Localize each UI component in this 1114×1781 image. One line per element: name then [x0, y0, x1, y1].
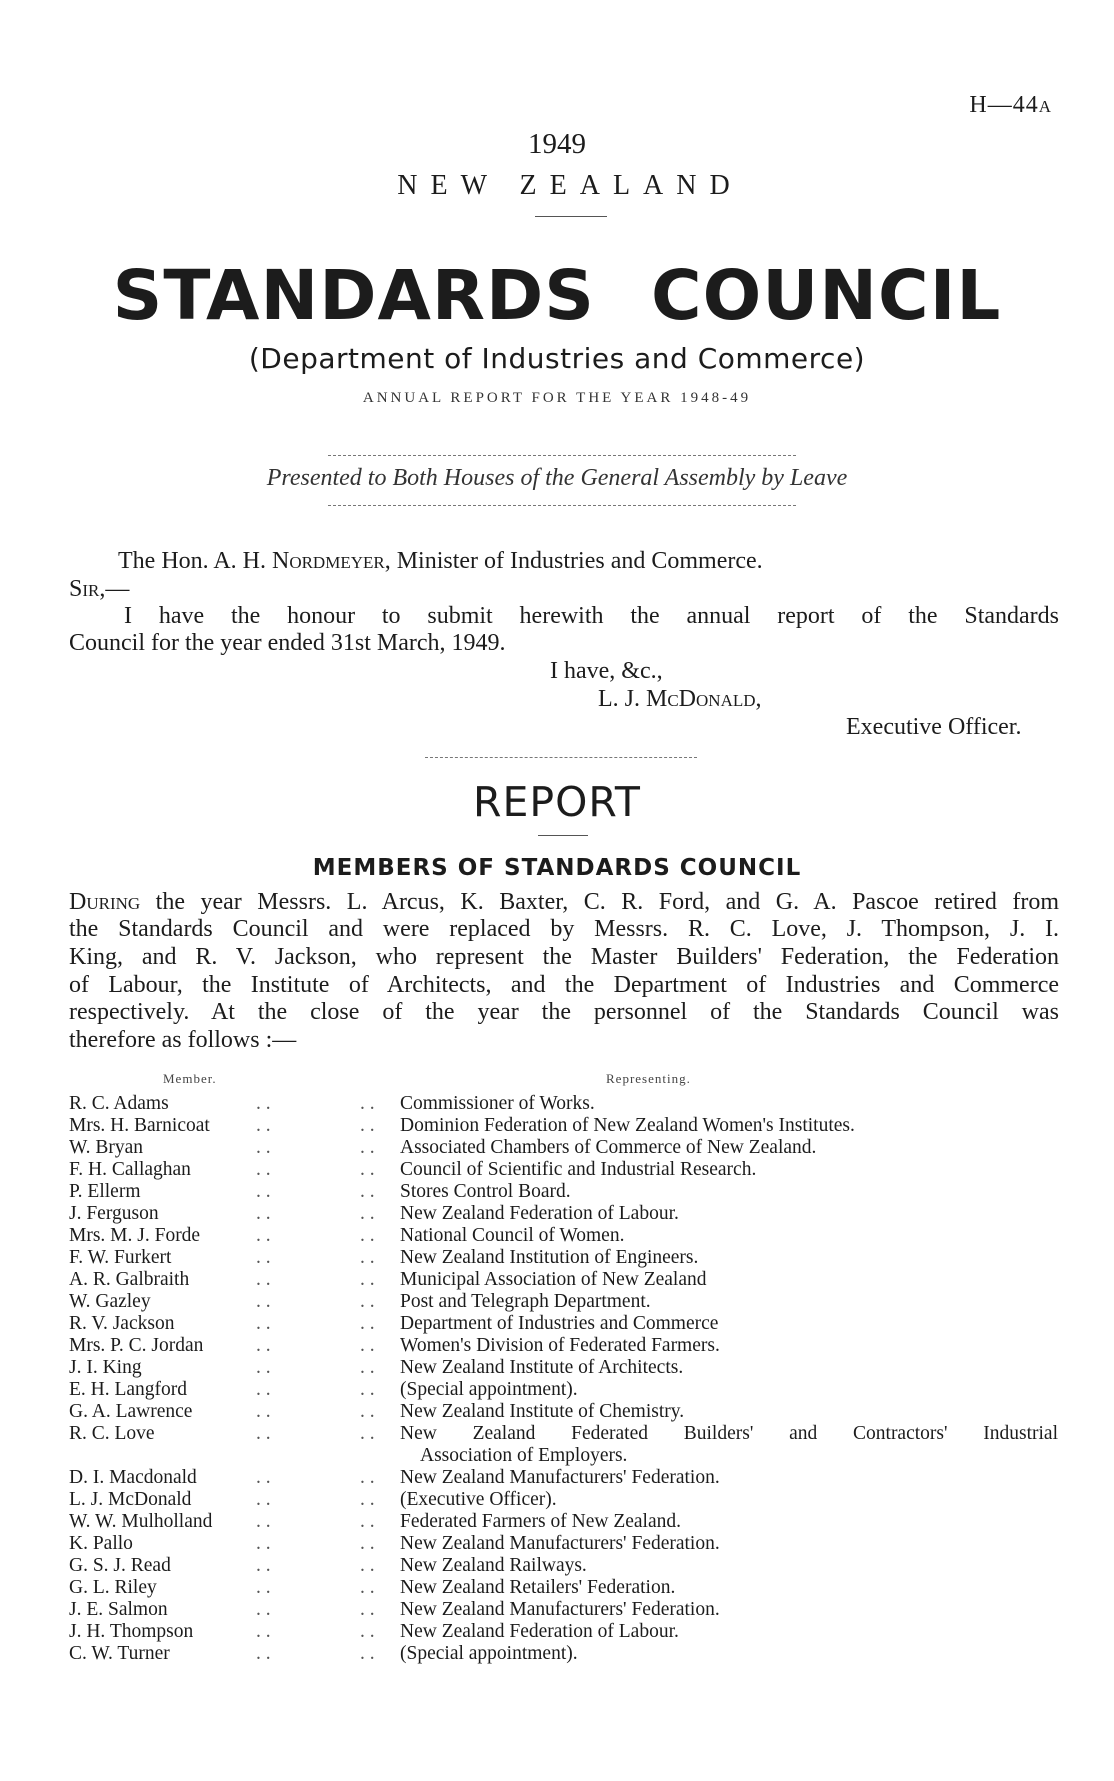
leader-dots: . . — [256, 1335, 271, 1356]
leader-dots: . . — [360, 1555, 375, 1576]
member-row — [69, 1621, 1069, 1643]
member-row — [69, 1159, 1069, 1181]
report-year: 1949 — [528, 128, 586, 160]
leader-dots: . . — [360, 1489, 375, 1510]
leader-dots: . . — [360, 1643, 375, 1664]
leader-dots: . . — [256, 1137, 271, 1158]
member-name: G. S. J. Read — [69, 1555, 171, 1576]
member-representing: (Special appointment). — [400, 1643, 578, 1664]
paragraph-line: therefore as follows :— — [69, 1027, 297, 1053]
leader-dots: . . — [360, 1291, 375, 1312]
member-representing: Associated Chambers of Commerce of New Zealand. — [400, 1137, 817, 1158]
leader-dots: . . — [360, 1599, 375, 1620]
member-name: W. Gazley — [69, 1291, 151, 1312]
presented-line: Presented to Both Houses of the General Assembly by Leave — [266, 465, 848, 491]
leader-dots: . . — [256, 1401, 271, 1422]
member-representing: New Zealand Institute of Architects. — [400, 1357, 684, 1378]
member-name: P. Ellerm — [69, 1181, 141, 1202]
country-heading: NEW ZEALAND — [397, 170, 743, 201]
leader-dots: . . — [256, 1379, 271, 1400]
leader-dots: . . — [256, 1555, 271, 1576]
member-representing: New Zealand Manufacturers' Federation. — [400, 1533, 720, 1554]
annual-report-line: ANNUAL REPORT FOR THE YEAR 1948-49 — [362, 390, 752, 406]
member-representing: New Zealand Retailers' Federation. — [400, 1577, 676, 1598]
member-representing: (Executive Officer). — [400, 1489, 557, 1510]
member-row — [69, 1511, 1069, 1533]
leader-dots: . . — [256, 1247, 271, 1268]
member-name: A. R. Galbraith — [69, 1269, 190, 1290]
member-row — [69, 1533, 1069, 1555]
page-title: STANDARDS COUNCIL — [112, 256, 1002, 336]
paragraph-line: King, and R. V. Jackson, who represent the Master Builders' Federation, the Federation — [69, 944, 1059, 970]
divider — [535, 216, 607, 217]
leader-dots: . . — [360, 1159, 375, 1180]
leader-dots: . . — [360, 1467, 375, 1488]
leader-dots: . . — [360, 1621, 375, 1642]
column-header-representing: Representing. — [606, 1071, 691, 1086]
leader-dots: . . — [360, 1313, 375, 1334]
member-name: R. C. Love — [69, 1423, 155, 1444]
member-row — [69, 1599, 1069, 1621]
leader-dots: . . — [360, 1577, 375, 1598]
leader-dots: . . — [360, 1137, 375, 1158]
member-representing: Dominion Federation of New Zealand Women's Institutes. — [400, 1115, 855, 1136]
member-representing: National Council of Women. — [400, 1225, 625, 1246]
member-row — [69, 1379, 1069, 1401]
member-representing: Municipal Association of New Zealand — [400, 1269, 707, 1290]
member-row — [69, 1357, 1069, 1379]
member-row — [69, 1269, 1069, 1291]
leader-dots: . . — [360, 1379, 375, 1400]
leader-dots: . . — [256, 1093, 271, 1114]
leader-dots: . . — [256, 1181, 271, 1202]
member-list — [69, 1093, 1069, 1665]
member-row — [69, 1313, 1069, 1335]
divider — [425, 757, 697, 758]
letter-signer: L. J. McDonald, — [598, 686, 762, 712]
leader-dots: . . — [256, 1467, 271, 1488]
leader-dots: . . — [256, 1577, 271, 1598]
member-name: F. H. Callaghan — [69, 1159, 191, 1180]
paragraph-line: of Labour, the Institute of Architects, and the Department of Industries and Commerce — [69, 972, 1059, 998]
member-name: J. E. Salmon — [69, 1599, 168, 1620]
section-heading: MEMBERS OF STANDARDS COUNCIL — [312, 855, 802, 881]
leader-dots: . . — [256, 1621, 271, 1642]
leader-dots: . . — [360, 1181, 375, 1202]
member-row — [69, 1423, 1069, 1467]
leader-dots: . . — [256, 1313, 271, 1334]
member-row — [69, 1291, 1069, 1313]
leader-dots: . . — [256, 1159, 271, 1180]
member-representing: New Zealand Federation of Labour. — [400, 1203, 679, 1224]
leader-dots: . . — [360, 1269, 375, 1290]
leader-dots: . . — [256, 1291, 271, 1312]
member-row — [69, 1093, 1069, 1115]
member-name: J. I. King — [69, 1357, 142, 1378]
member-name: W. W. Mulholland — [69, 1511, 213, 1532]
leader-dots: . . — [360, 1423, 375, 1444]
member-row — [69, 1137, 1069, 1159]
member-representing: Commissioner of Works. — [400, 1093, 595, 1114]
divider — [538, 835, 588, 836]
report-heading: REPORT — [473, 778, 641, 826]
member-name: C. W. Turner — [69, 1643, 170, 1664]
member-row — [69, 1335, 1069, 1357]
member-representing: Women's Division of Federated Farmers. — [400, 1335, 720, 1356]
member-name: F. W. Furkert — [69, 1247, 172, 1268]
leader-dots: . . — [256, 1599, 271, 1620]
divider — [328, 455, 796, 456]
member-representing: Post and Telegraph Department. — [400, 1291, 651, 1312]
leader-dots: . . — [360, 1511, 375, 1532]
leader-dots: . . — [360, 1401, 375, 1422]
member-row — [69, 1181, 1069, 1203]
member-representing: New Zealand Institute of Chemistry. — [400, 1401, 685, 1422]
member-row — [69, 1643, 1069, 1665]
member-name: R. V. Jackson — [69, 1313, 175, 1334]
member-row — [69, 1577, 1069, 1599]
member-representing: Council of Scientific and Industrial Research. — [400, 1159, 757, 1180]
member-row — [69, 1115, 1069, 1137]
leader-dots: . . — [360, 1335, 375, 1356]
member-representing: New Zealand Manufacturers' Federation. — [400, 1599, 720, 1620]
member-representing: New Zealand Federated Builders' and Contractors' Industrial Association of Employers. — [400, 1423, 1058, 1466]
leader-dots: . . — [360, 1093, 375, 1114]
member-name: D. I. Macdonald — [69, 1467, 197, 1488]
letter-addressee: The Hon. A. H. Nordmeyer, Minister of Industries and Commerce. — [118, 548, 763, 574]
leader-dots: . . — [256, 1533, 271, 1554]
leader-dots: . . — [256, 1423, 271, 1444]
member-row — [69, 1225, 1069, 1247]
leader-dots: . . — [256, 1357, 271, 1378]
leader-dots: . . — [360, 1247, 375, 1268]
member-name: R. C. Adams — [69, 1093, 169, 1114]
member-name: J. Ferguson — [69, 1203, 159, 1224]
leader-dots: . . — [360, 1225, 375, 1246]
member-representing: Department of Industries and Commerce — [400, 1313, 719, 1334]
member-row — [69, 1203, 1069, 1225]
member-representing: Federated Farmers of New Zealand. — [400, 1511, 682, 1532]
member-name: Mrs. P. C. Jordan — [69, 1335, 204, 1356]
member-representing: New Zealand Institution of Engineers. — [400, 1247, 699, 1268]
leader-dots: . . — [360, 1203, 375, 1224]
paragraph-line: During the year Messrs. L. Arcus, K. Baxter, C. R. Ford, and G. A. Pascoe retired from — [69, 889, 1059, 915]
leader-dots: . . — [360, 1357, 375, 1378]
member-representing: New Zealand Manufacturers' Federation. — [400, 1467, 720, 1488]
leader-dots: . . — [256, 1269, 271, 1290]
member-representing: New Zealand Railways. — [400, 1555, 587, 1576]
paragraph-line: the Standards Council and were replaced by Messrs. R. C. Love, J. Thompson, J. I. — [69, 916, 1059, 942]
leader-dots: . . — [360, 1115, 375, 1136]
letter-closing: I have, &c., — [550, 658, 663, 684]
leader-dots: . . — [256, 1643, 271, 1664]
member-name: G. L. Riley — [69, 1577, 157, 1598]
member-name: W. Bryan — [69, 1137, 144, 1158]
member-name: Mrs. M. J. Forde — [69, 1225, 201, 1246]
column-header-member: Member. — [163, 1071, 217, 1086]
leader-dots: . . — [256, 1511, 271, 1532]
leader-dots: . . — [256, 1203, 271, 1224]
divider — [328, 505, 796, 506]
member-row — [69, 1467, 1069, 1489]
member-name: J. H. Thompson — [69, 1621, 194, 1642]
paragraph-line: respectively. At the close of the year the personnel of the Standards Council was — [69, 999, 1059, 1025]
member-row — [69, 1401, 1069, 1423]
leader-dots: . . — [360, 1533, 375, 1554]
letter-signer-title: Executive Officer. — [846, 714, 1022, 740]
letter-salutation: Sir,— — [69, 576, 130, 602]
leader-dots: . . — [256, 1225, 271, 1246]
leader-dots: . . — [256, 1115, 271, 1136]
department-subtitle: (Department of Industries and Commerce) — [248, 342, 866, 375]
letter-body-line: I have the honour to submit herewith the annual report of the Standards — [124, 603, 1059, 629]
member-row — [69, 1247, 1069, 1269]
member-name: L. J. McDonald — [69, 1489, 192, 1510]
letter-body-line: Council for the year ended 31st March, 1949. — [69, 630, 506, 656]
member-row — [69, 1489, 1069, 1511]
member-name: K. Pallo — [69, 1533, 133, 1554]
member-name: Mrs. H. Barnicoat — [69, 1115, 210, 1136]
member-representing: (Special appointment). — [400, 1379, 578, 1400]
page-code: H—44A — [969, 92, 1052, 118]
member-representing: New Zealand Federation of Labour. — [400, 1621, 679, 1642]
member-name: E. H. Langford — [69, 1379, 188, 1400]
member-representing: Stores Control Board. — [400, 1181, 571, 1202]
member-row — [69, 1555, 1069, 1577]
member-name: G. A. Lawrence — [69, 1401, 193, 1422]
leader-dots: . . — [256, 1489, 271, 1510]
